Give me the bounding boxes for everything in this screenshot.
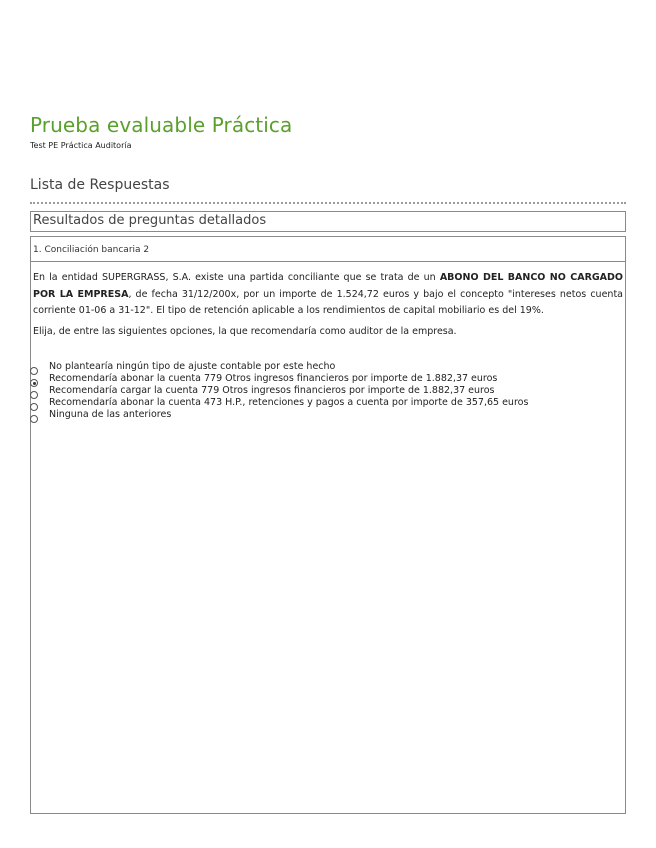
- answer-option-label: Recomendaría cargar la cuenta 779 Otros ingresos financieros por importe de 1.882,37 euros: [49, 385, 495, 396]
- dotted-divider: [30, 202, 626, 204]
- answer-option-label: No plantearía ningún tipo de ajuste contable por este hecho: [49, 361, 336, 372]
- statement-text-start: En la entidad SUPERGRASS, S.A. existe una partida conciliante que se trata de un: [33, 272, 440, 283]
- question-header: [31, 237, 625, 262]
- question-instruction: Elija, de entre las siguientes opciones, la que recomendaría como auditor de la empresa.: [33, 325, 457, 337]
- section-heading: Lista de Respuestas: [30, 177, 170, 193]
- results-title: Resultados de preguntas detallados: [33, 213, 267, 228]
- page-title: Prueba evaluable Práctica: [30, 113, 293, 137]
- page-subtitle: Test PE Práctica Auditoría: [30, 141, 132, 150]
- question-panel: [30, 236, 626, 814]
- results-header-box: [30, 211, 626, 232]
- answer-option-label: Recomendaría abonar la cuenta 473 H.P., retenciones y pagos a cuenta por importe de 357,65 euros: [49, 397, 529, 408]
- answer-options: [30, 362, 620, 422]
- radio-unchecked-icon[interactable]: [30, 415, 38, 423]
- answer-option-label: Recomendaría abonar la cuenta 779 Otros ingresos financieros por importe de 1.882,37 euros: [49, 373, 498, 384]
- question-title: 1. Conciliación bancaria 2: [33, 245, 150, 255]
- statement-text-end: , de fecha 31/12/200x, por un importe de 1.524,72 euros y bajo el concepto "intereses netos cuenta corriente 01-06 a 31-12". El tipo de retención aplicable a los rendimientos de capital mobiliario es del 19%.: [33, 288, 623, 316]
- question-body: [31, 262, 625, 340]
- statement-bold-text: ABONO DEL BANCO NO CARGADO POR LA EMPRESA: [33, 272, 623, 300]
- answer-option[interactable]: [30, 410, 620, 422]
- answer-option-label: Ninguna de las anteriores: [49, 409, 172, 420]
- question-statement: [33, 270, 623, 320]
